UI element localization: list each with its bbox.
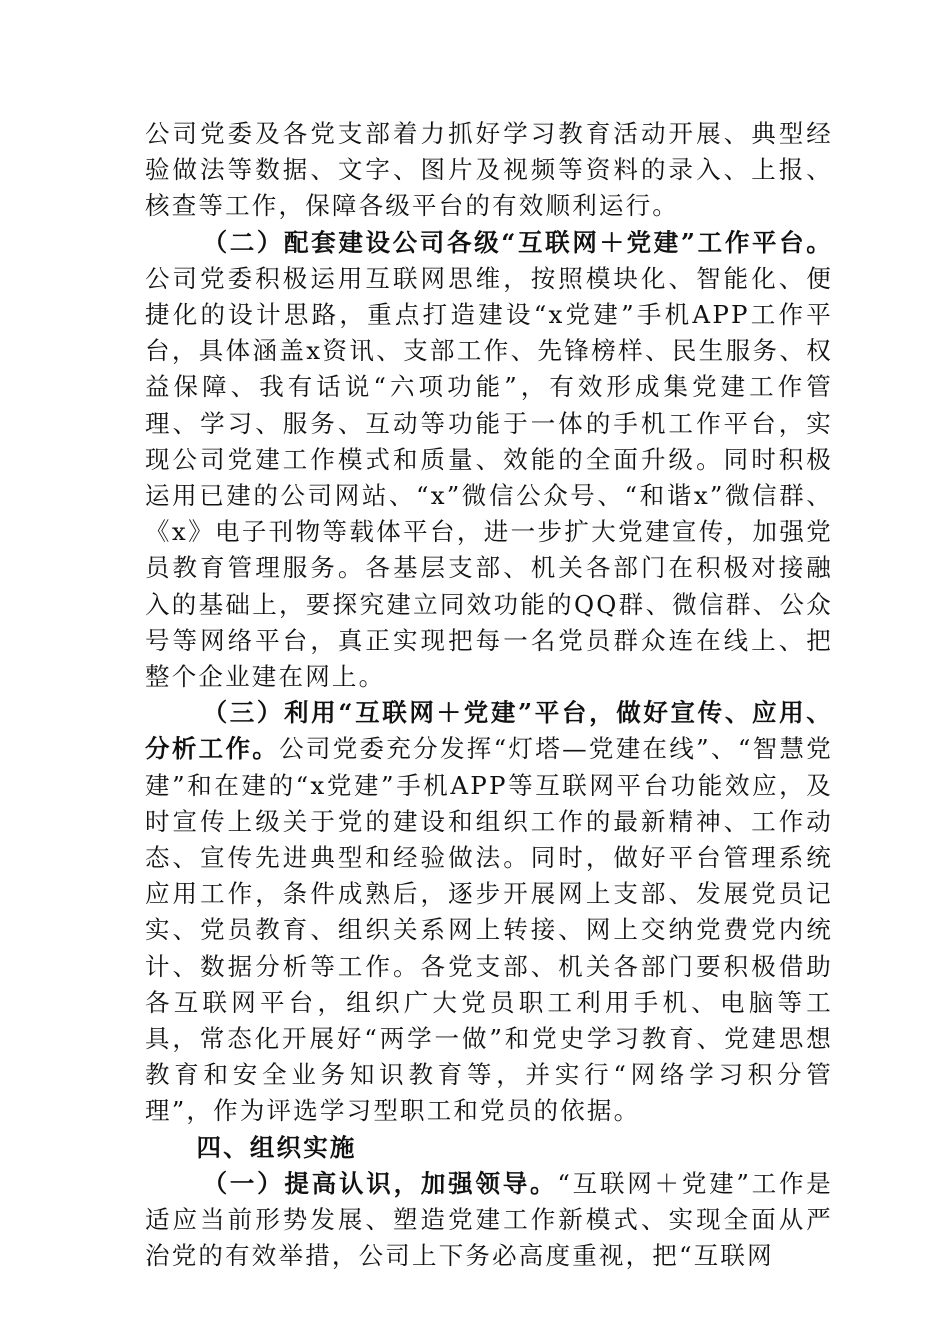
paragraph-continuation bbox=[145, 116, 833, 225]
paragraph-body: 公司党委及各党支部着力抓好学习教育活动开展、典型经验做法等数据、文字、图片及视频等资料的录入、上报、核查等工作，保障各级平台的有效顺利运行。 bbox=[145, 119, 833, 221]
section-heading: 四、组织实施 bbox=[196, 1132, 357, 1162]
paragraph-body: “互联网＋党建”工作是适应当前形势发展、塑造党建工作新模式、实现全面从严治党的有效举措，公司上下务必高度重视，把“互联网 bbox=[145, 1168, 833, 1271]
paragraph-lead: （三）利用“互联网＋党建”平台，做好宣传、应用、分析工作。 bbox=[145, 698, 833, 764]
paragraph-lead: （一）提高认识，加强领导。 bbox=[202, 1168, 558, 1198]
paragraph-body: 公司党委积极运用互联网思维，按照模块化、智能化、便捷化的设计思路，重点打造建设“x党建”手机APP工作平台，具体涵盖x资讯、支部工作、先锋榜样、民生服务、权益保障、我有话说“六项功能”，有效形成集党建工作管理、学习、服务、互动等功能于一体的手机工作平台，实现公司党建工作模式和质量、效能的全面升级。同时积极运用已建的公司网站、“x”微信公众号、“和谐x”微信群、《x》电子刊物等载体平台，进一步扩大党建宣传，加强党员教育管理服务。各基层支部、机关各部门在积极对接融入的基础上，要探究建立同效功能的QQ群、微信群、公众号等网络平台，真正实现把每一名党员群众连在线上、把整个企业建在网上。 bbox=[145, 263, 833, 692]
paragraph-body: 公司党委充分发挥“灯塔—党建在线”、“智慧党建”和在建的“x党建”手机APP等互联网平台功能效应，及时宣传上级关于党的建设和组织工作的最新精神、工作动态、宣传先进典型和经验做法。同时，做好平台管理系统应用工作，条件成熟后，逐步开展网上支部、发展党员记实、党员教育、组织关系网上转接、网上交纳党费党内统计、数据分析等工作。各党支部、机关各部门要积极借助各互联网平台，组织广大党员职工利用手机、电脑等工具，常态化开展好“两学一做”和党史学习教育、党建思想教育和安全业务知识教育等，并实行“网络学习积分管理”，作为评选学习型职工和党员的依据。 bbox=[145, 734, 834, 1126]
document-page bbox=[145, 116, 833, 1275]
paragraph-lead: （二）配套建设公司各级“互联网＋党建”工作平台。 bbox=[202, 227, 833, 257]
paragraph-platform-construction bbox=[145, 225, 833, 696]
paragraph-leadership bbox=[145, 1166, 833, 1275]
paragraph-platform-usage bbox=[145, 695, 833, 1129]
